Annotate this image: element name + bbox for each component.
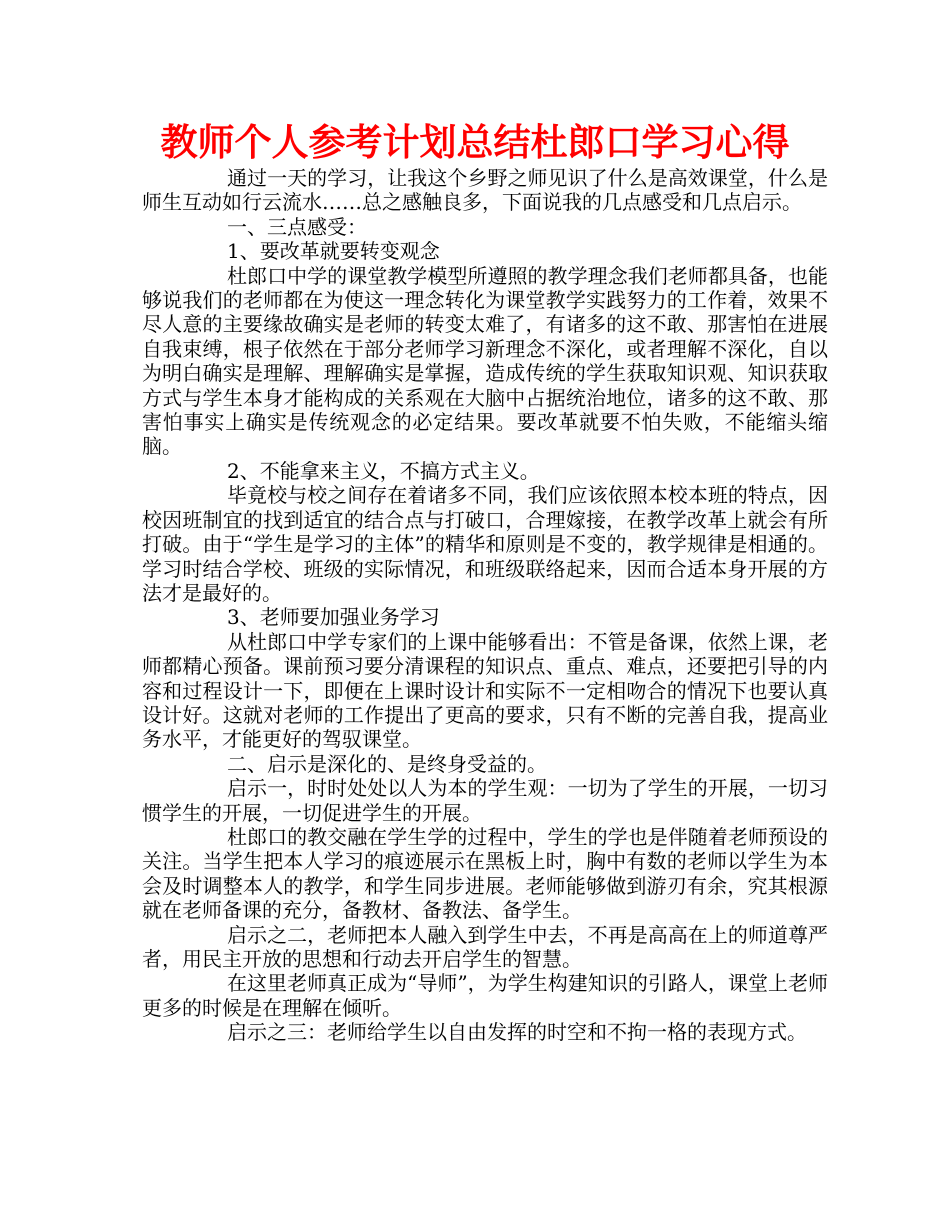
subheading-change-concept: 1、要改革就要转变观念 — [227, 239, 440, 264]
paragraph-inspiration-two: 启示之二，老师把本人融入到学生中去，不再是高高在上的师道尊严者，用民主开放的思想和行动去开启学生的智慧。 — [142, 922, 828, 971]
subheading-professional-learning: 3、老师要加强业务学习 — [227, 605, 440, 630]
paragraph-change-concept: 杜郎口中学的课堂教学模型所遵照的教学理念我们老师都具备，也能够说我们的老师都在为使这一理念转化为课堂教学实践努力的工作着，效果不尽人意的主要缘故确实是老师的转变太难了，有诸多的这不敢、那害怕在进展自我束缚，根子依然在于部分老师学习新理念不深化，或者理解不深化，自以为明白确实是理解、理解确实是掌握，造成传统的学生获取知识观、知识获取方式与学生本身才能构成的关系观在大脑中占据统治地位，诸多的这不敢、那害怕事实上确实是传统观念的必定结果。要改革就要不怕失败，不能缩头缩脑。 — [142, 263, 828, 459]
subheading-no-formalism: 2、不能拿来主义，不搞方式主义。 — [227, 458, 540, 483]
paragraph-intro: 通过一天的学习，让我这个乡野之师见识了什么是高效课堂，什么是师生互动如行云流水……总之感触良多，下面说我的几点感受和几点启示。 — [142, 166, 828, 215]
paragraph-no-formalism: 毕竟校与校之间存在着诸多不同，我们应该依照本校本班的特点，因校因班制宜的找到适宜的结合点与打破口，合理嫁接，在教学改革上就会有所打破。由于“学生是学习的主体”的精华和原则是不变的，教学规律是相通的。学习时结合学校、班级的实际情况，和班级联络起来，因而合适本身开展的方法才是最好的。 — [142, 483, 828, 605]
document-title: 教师个人参考计划总结杜郎口学习心得 — [160, 121, 790, 164]
heading-inspirations: 二、启示是深化的、是终身受益的。 — [227, 751, 547, 776]
paragraph-mentor-role: 在这里老师真正成为“导师”，为学生构建知识的引路人，课堂上老师更多的时候是在理解在倾听。 — [142, 971, 828, 1020]
paragraph-inspiration-three: 启示之三：老师给学生以自由发挥的时空和不拘一格的表现方式。 — [227, 1020, 807, 1045]
document-body — [142, 166, 828, 1045]
paragraph-teaching-process: 杜郎口的教交融在学生学的过程中，学生的学也是伴随着老师预设的关注。当学生把本人学习的痕迹展示在黑板上时，胸中有数的老师以学生为本会及时调整本人的教学，和学生同步进展。老师能够做到游刃有余，究其根源就在老师备课的充分，备教材、备教法、备学生。 — [142, 824, 828, 923]
heading-three-feelings: 一、三点感受： — [227, 214, 367, 239]
paragraph-inspiration-one: 启示一，时时处处以人为本的学生观：一切为了学生的开展，一切习惯学生的开展，一切促进学生的开展。 — [142, 776, 828, 825]
paragraph-professional-learning: 从杜郎口中学专家们的上课中能够看出：不管是备课，依然上课，老师都精心预备。课前预习要分清课程的知识点、重点、难点，还要把引导的内容和过程设计一下，即便在上课时设计和实际不一定相吻合的情况下也要认真设计好。这就对老师的工作提出了更高的要求，只有不断的完善自我，提高业务水平，才能更好的驾驭课堂。 — [142, 629, 828, 752]
